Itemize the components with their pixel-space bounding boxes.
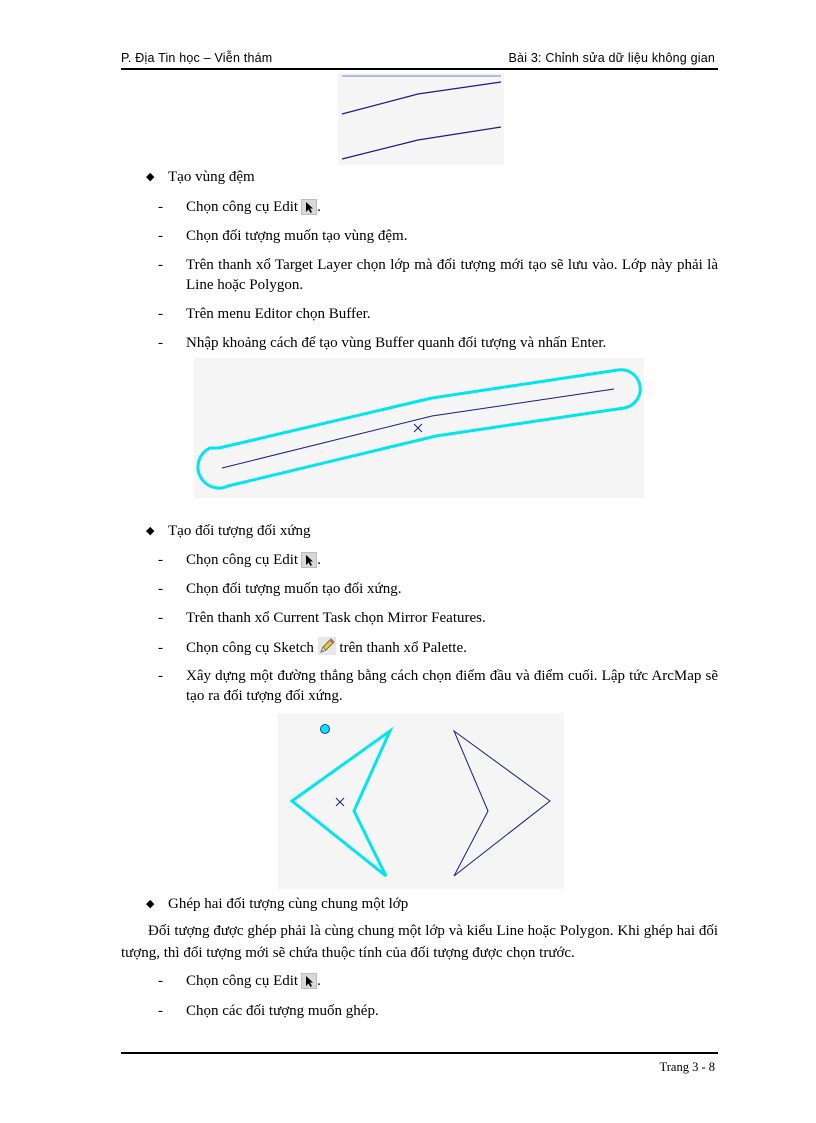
list-item: - Trên thanh xổ Current Task chọn Mirror Features. (158, 610, 486, 626)
header-left: P. Địa Tin học – Viễn thám (121, 51, 273, 65)
section-title-mirror: ◆ Tạo đối tượng đối xứng (146, 523, 311, 539)
list-item: - Trên thanh xổ Target Layer chọn lớp mà đối tượng mới tạo sẽ lưu vào. Lớp này phải là Line hoặc Polygon. (158, 257, 718, 293)
list-item: - Chọn công cụ Edit . (158, 199, 321, 215)
arrow-cursor-icon (301, 552, 317, 568)
list-item: - Chọn các đối tượng muốn ghép. (158, 1003, 379, 1019)
list-item: - Chọn công cụ Sketch trên thanh xổ Palette. (158, 637, 467, 658)
figure-two-lines (338, 73, 504, 165)
diamond-icon: ◆ (146, 898, 155, 910)
footer-rule (121, 1052, 718, 1054)
list-item: - Trên menu Editor chọn Buffer. (158, 306, 371, 322)
list-item: - Nhập khoảng cách để tạo vùng Buffer quanh đối tượng và nhấn Enter. (158, 335, 607, 351)
arrow-cursor-icon (301, 973, 317, 989)
list-item: - Chọn đối tượng muốn tạo vùng đệm. (158, 228, 408, 244)
list-item: - Chọn công cụ Edit . (158, 552, 321, 568)
figure-mirror (278, 713, 564, 889)
header-rule (121, 68, 718, 70)
arrow-cursor-icon (301, 199, 317, 215)
list-item: - Xây dựng một đường thẳng bằng cách chọn điểm đầu và điểm cuối. Lập tức ArcMap sẽ tạo ra đối tượng đối xứng. (158, 668, 718, 704)
page-number: Trang 3 - 8 (659, 1060, 715, 1074)
pencil-icon (318, 637, 336, 655)
figure-buffer (194, 358, 644, 498)
paragraph-merge: Đối tượng được ghép phải là cùng chung một lớp và kiểu Line hoặc Polygon. Khi ghép hai đối tượng, thì đối tượng mới sẽ chứa thuộc tính của đối tượng được chọn trước. (121, 923, 718, 961)
list-item: - Chọn công cụ Edit . (158, 973, 321, 989)
section-title-buffer: ◆ Tạo vùng đệm (146, 169, 255, 185)
section-title-merge: ◆ Ghép hai đối tượng cùng chung một lớp (146, 896, 409, 912)
diamond-icon: ◆ (146, 525, 155, 537)
diamond-icon: ◆ (146, 171, 155, 183)
list-item: - Chọn đối tượng muốn tạo đối xứng. (158, 581, 402, 597)
header-right: Bài 3: Chỉnh sửa dữ liệu không gian (508, 51, 715, 65)
